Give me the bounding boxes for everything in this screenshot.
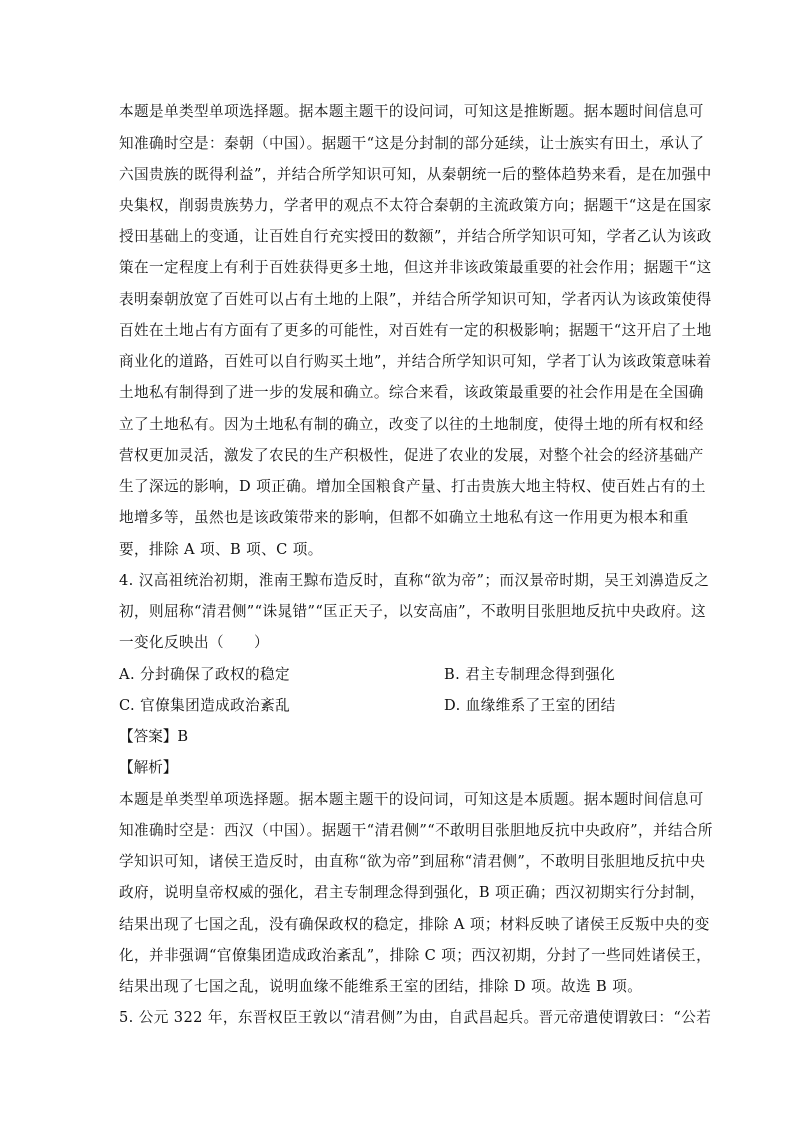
text-line: 要，排除 A 项、B 项、C 项。 — [119, 541, 323, 558]
question-stem-line: 一变化反映出（ ） — [119, 634, 269, 651]
analysis-label: 【解析】 — [119, 759, 178, 776]
text-line: 本题是单类型单项选择题。据本题主题干的设问词，可知这是本质题。据本题时间信息可 — [119, 791, 704, 808]
text-line: 知准确时空是：西汉（中国）。据题干“清君侧”“不敢明目张胆地反抗中央政府”，并结合所 — [119, 822, 713, 839]
text-line: 政府，说明皇帝权威的强化，君主专制理念得到强化，B 项正确；西汉初期实行分封制， — [119, 884, 705, 901]
text-line: 立了土地私有。因为土地私有制的确立，改变了以往的土地制度，使得土地的所有权和经 — [119, 416, 704, 433]
text-line: 营权更加灵活，激发了农民的生产积极性，促进了农业的发展，对整个社会的经济基础产 — [119, 447, 704, 464]
text-line: 策在一定程度上有利于百姓获得更多土地，但这并非该政策最重要的社会作用；据题干“这 — [119, 259, 712, 276]
text-line: 地增多等，虽然也是该政策带来的影响，但都不如确立土地私有这一作用更为根本和重 — [119, 509, 689, 526]
question-stem-line: 初，则屈称“清君侧”“诛晁错”“匡正天子，以安高庙”，不敢明目张胆地反抗中央政府。这 — [119, 603, 706, 620]
text-line: 授田基础上的变通，让百姓自行充实授田的数额”，并结合所学知识可知，学者乙认为该政 — [119, 228, 712, 245]
text-line: 结果出现了七国之乱，没有确保政权的稳定，排除 A 项；材料反映了诸侯王反叛中央的变 — [119, 916, 710, 933]
text-line: 学知识可知，诸侯王造反时，由直称“欲为帝”到屈称“清君侧”，不敢明目张胆地反抗中央 — [119, 853, 706, 870]
option-d: D. 血缘维系了王室的团结 — [444, 697, 616, 714]
text-line: 化，并非强调“官僚集团造成政治紊乱”，排除 C 项；西汉初期，分封了一些同姓诸侯王， — [119, 947, 712, 964]
option-a: A. 分封确保了政权的稳定 — [119, 666, 290, 683]
question-stem-line: 4. 汉高祖统治初期，淮南王黥布造反时，直称“欲为帝”；而汉景帝时期，吴王刘濞造反之 — [119, 572, 710, 589]
option-c: C. 官僚集团造成政治紊乱 — [119, 697, 291, 714]
text-line: 表明秦朝放宽了百姓可以占有土地的上限”，并结合所学知识可知，学者丙认为该政策使得 — [119, 291, 712, 308]
text-line: 土地私有制得到了进一步的发展和确立。综合来看，该政策最重要的社会作用是在全国确 — [119, 384, 704, 401]
question-stem-line: 5. 公元 322 年，东晋权臣王敦以“清君侧”为由，自武昌起兵。晋元帝遣使谓敦曰：“公若 — [119, 1009, 712, 1026]
text-line: 商业化的道路，百姓可以自行购买土地”，并结合所学知识可知，学者丁认为该政策意味着 — [119, 353, 712, 370]
text-line: 央集权，削弱贵族势力，学者甲的观点不太符合秦朝的主流政策方向；据题干“这是在国家 — [119, 197, 712, 214]
text-line: 结果出现了七国之乱，说明血缘不能维系王室的团结，排除 D 项。故选 B 项。 — [119, 978, 643, 995]
option-b: B. 君主专制理念得到强化 — [444, 666, 616, 683]
answer-label: 【答案】B — [119, 728, 189, 745]
text-line: 生了深远的影响，D 项正确。增加全国粮食产量、打击贵族大地主特权、使百姓占有的土 — [119, 478, 706, 495]
text-line: 知准确时空是：秦朝（中国）。据题干“这是分封制的部分延续，让士族实有田土，承认了 — [119, 135, 705, 152]
text-line: 百姓在土地占有方面有了更多的可能性，对百姓有一定的积极影响；据题干“这开启了土地 — [119, 322, 712, 339]
text-line: 六国贵族的既得利益”，并结合所学知识可知，从秦朝统一后的整体趋势来看，是在加强中 — [119, 166, 712, 183]
text-line: 本题是单类型单项选择题。据本题主题干的设问词，可知这是推断题。据本题时间信息可 — [119, 103, 704, 120]
